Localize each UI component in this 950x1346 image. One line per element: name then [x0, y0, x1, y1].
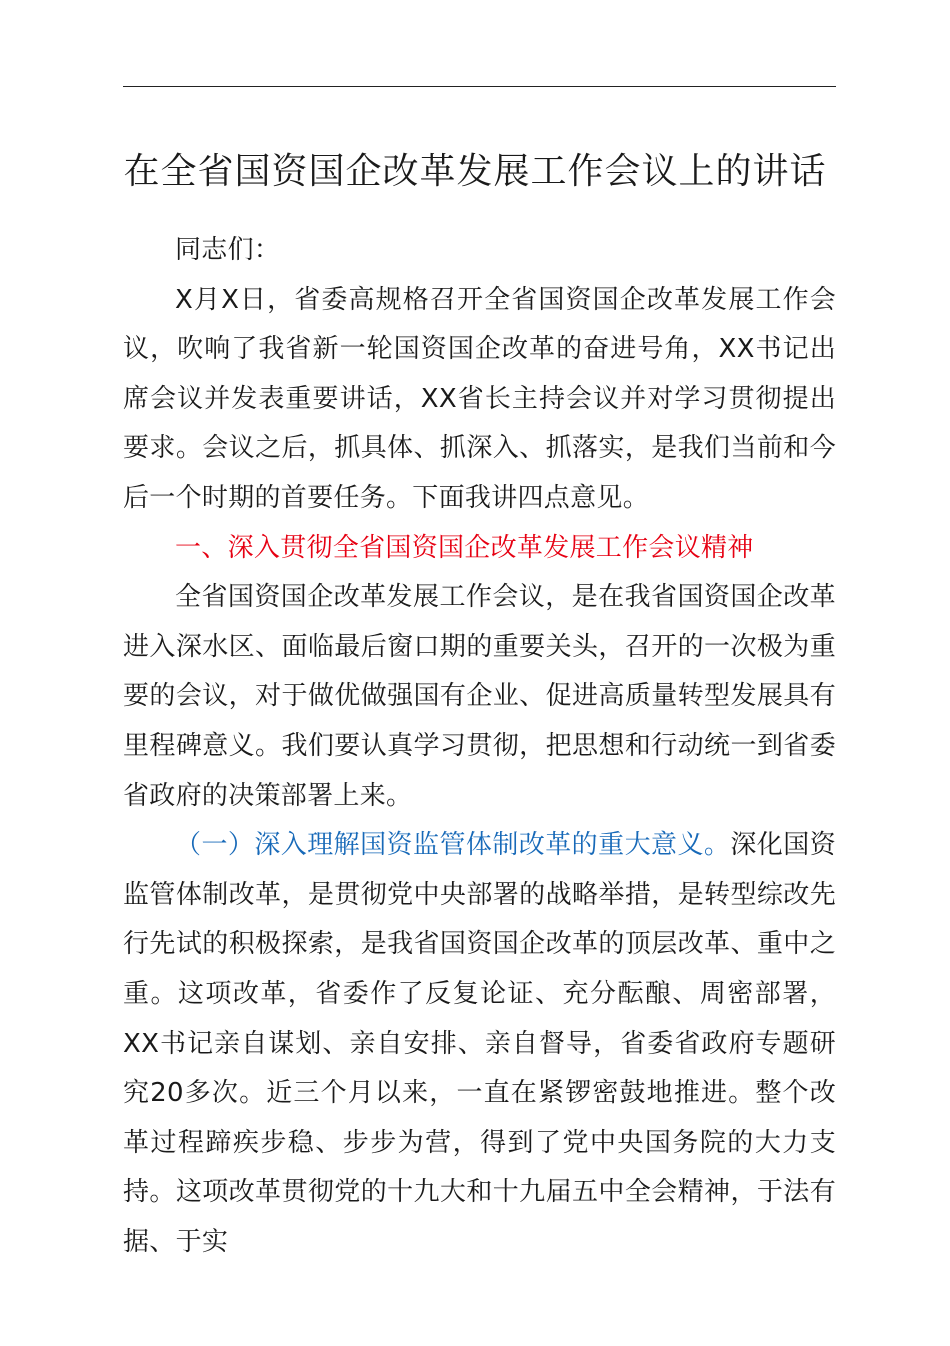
- salutation: 同志们：: [175, 235, 281, 265]
- section-1-paragraph: 全省国资国企改革发展工作会议，是在我省国资国企改革进入深水区、面临最后窗口期的重要关头，召开的一次极为重要的会议，对于做优做强国有企业、促进高质量转型发展具有里程碑意义。我们要认真学习贯彻，把思想和行动统一到省委省政府的决策部署上来。: [123, 582, 836, 811]
- document-body: [123, 226, 836, 1267]
- intro-paragraph: X月X日，省委高规格召开全省国资国企改革发展工作会议，吹响了我省新一轮国资国企改革的奋进号角，XX书记出席会议并发表重要讲话，XX省长主持会议并对学习贯彻提出要求。会议之后，抓具体、抓深入、抓落实，是我们当前和今后一个时期的首要任务。下面我讲四点意见。: [123, 284, 836, 513]
- section-heading-1: 一、深入贯彻全省国资国企改革发展工作会议精神: [175, 532, 754, 563]
- subsection-heading-1: （一）深入理解国资监管体制改革的重大意义。: [175, 830, 731, 861]
- subsection-1-paragraph: [123, 821, 836, 1267]
- header-rule: [123, 86, 836, 87]
- subsection-1-text: 深化国资监管体制改革，是贯彻党中央部署的战略举措，是转型综改先行先试的积极探索，是我省国资国企改革的顶层改革、重中之重。这项改革，省委作了反复论证、充分酝酿、周密部署，XX书记亲自谋划、亲自安排、亲自督导，省委省政府专题研究20多次。近三个月以来，一直在紧锣密鼓地推进。整个改革过程蹄疾步稳、步步为营，得到了党中央国务院的大力支持。这项改革贯彻党的十九大和十九届五中全会精神，于法有据、于实: [123, 830, 836, 1257]
- document-title: 在全省国资国企改革发展工作会议上的讲话: [123, 151, 827, 192]
